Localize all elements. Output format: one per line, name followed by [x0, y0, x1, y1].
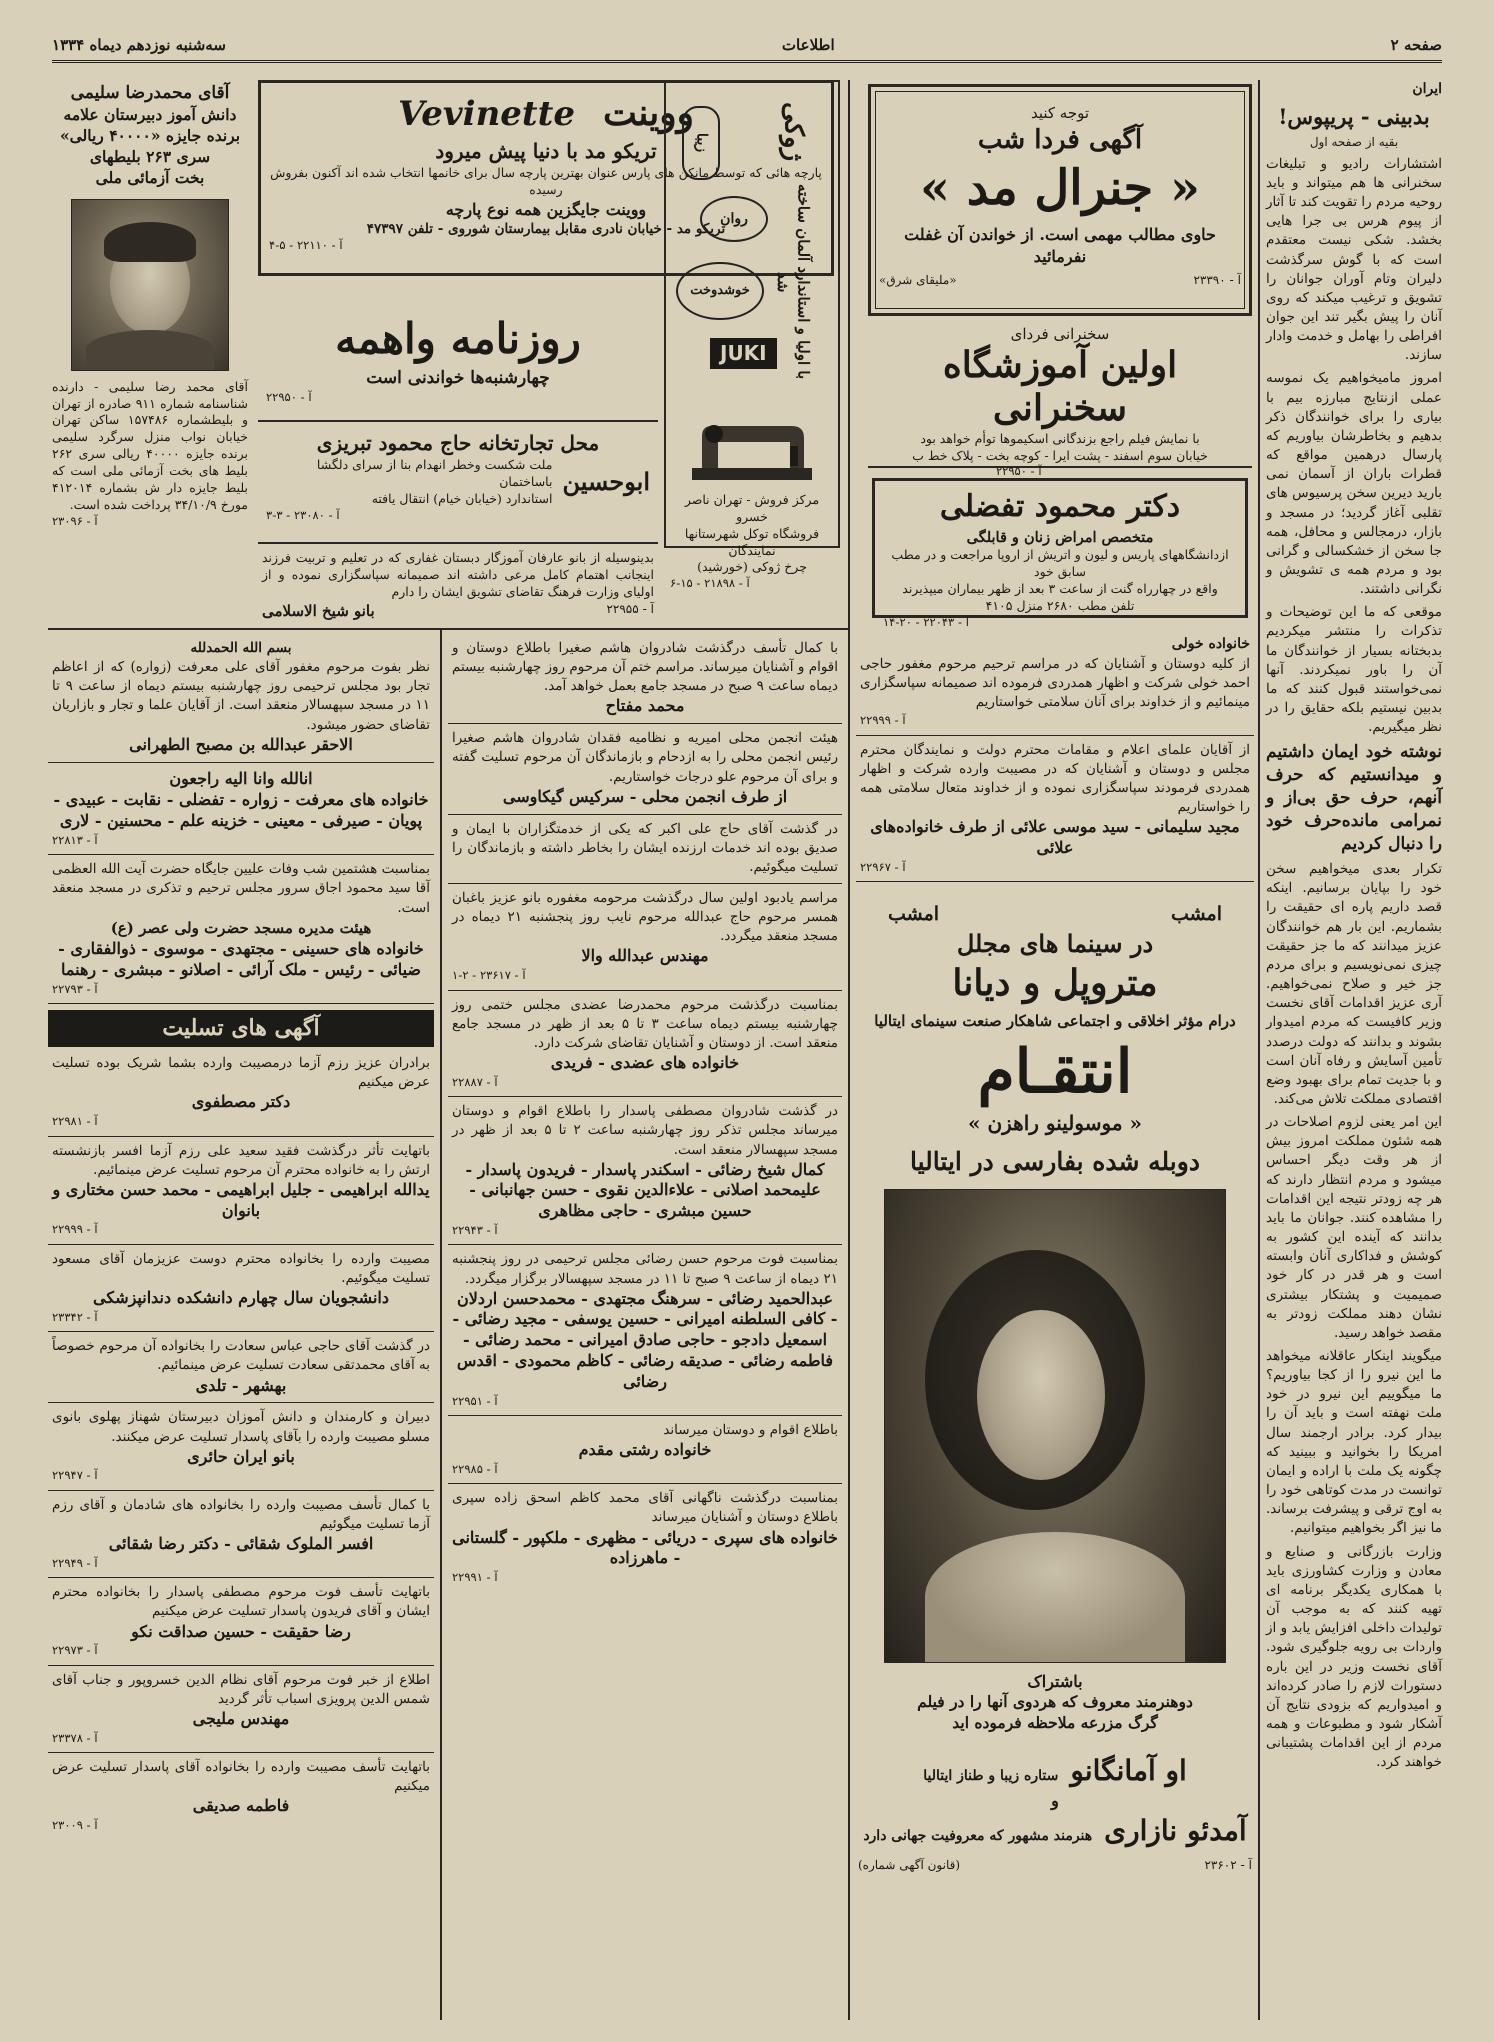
ad-ref: آ - ۲۳۰۸۰ - ۳-۳	[266, 507, 340, 522]
ad-description: حاوی مطالب مهمی است. از خواندن آن غفلت نفرمائید	[904, 225, 1216, 266]
condolence-names: دانشجویان سال چهارم دانشکده دندانپزشکی	[93, 1288, 389, 1308]
notice	[448, 991, 842, 1098]
juki-badge: زیبا	[682, 106, 720, 180]
notice-ref: آ - ۲۲۹۵۱	[452, 1393, 498, 1408]
vevinette-address: تریکو مد - خیابان نادری مقابل بیمارستان شوروی - تلفن ۴۷۳۹۷	[366, 221, 726, 238]
notice	[48, 634, 434, 763]
cinema-in: در سینما های مجلل	[956, 928, 1154, 958]
juki-line: فروشگاه توکل شهرستانها نمایندگان	[684, 525, 820, 558]
ad-general-mod-title: « جنرال مد »	[920, 160, 1200, 217]
tabrizi-name: ابوحسین	[562, 467, 650, 497]
column-divider	[848, 80, 850, 2020]
ad-school-title: اولین آموزشگاه سخنرانی	[942, 344, 1178, 430]
notice-head: بسم الله الحمدلله	[190, 640, 292, 656]
juki-tag: با اولیا و استاندارد آلمان ساخته شد	[774, 184, 813, 380]
and-label: و	[1051, 1791, 1059, 1811]
notice-text: باطلاع اقوام و دوستان میرساند	[663, 1422, 838, 1438]
article-paragraph: میگویند اینکار عاقلانه میخواهد ما این نیرو را از کجا بیاوریم؟ ما میگوییم این نیرو در خود ملت نهفته است و باید آن را بیدار کرد. برادر ارجمند سال امریکا را بخوانید و ببینید که چگونه یک ملت با اراده و ایمان توانست در مدت کوتاهی خود را به اوج ترقی و پیشرفت برساند. ما نیز اگر بخواهیم میتوانیم.	[1266, 1348, 1442, 1537]
notice-ref: آ - ۲۲۸۱۳	[52, 832, 98, 847]
notice-ref: آ - ۲۲۹۸۱	[52, 1114, 98, 1129]
condolence-text: دبیران و کارمندان و دانش آموزان دبیرستان شهناز پهلوی بانوی مسلو مصیبت وارده را بآقای پاسدار تسلیت عرض میکنند.	[52, 1409, 430, 1445]
notice	[48, 855, 434, 1004]
notice-text: در گذشت شادروان مصطفی پاسدار را باطلاع اقوام و دوستان میرساند مجلس تذکر روز چهارشنبه ساعت ۲ تا ۵ بعد از ظهر در مسجد سپهسالار منعقد است.	[452, 1103, 838, 1158]
notice-ref: آ - ۲۲۹۹۹	[860, 713, 906, 728]
horizontal-rule	[48, 628, 848, 630]
ad-doctor	[872, 478, 1248, 629]
notice	[856, 736, 1254, 883]
ad-line: با نمایش فیلم راجع بزندگانی اسکیموها توأم خواهد بود	[920, 430, 1200, 446]
notice-ref: آ - ۲۲۹۴۹	[52, 1555, 98, 1570]
ad-newspaper	[258, 306, 658, 422]
ad-top-line: سخنرانی فردای	[1010, 325, 1110, 343]
article-paragraph: امروز مامیخواهیم یک نموسه عملی ازنتایج مبارزه بیم با بیاری را برای خوانندگان ذکر بدهیم و بخاطرشان بیاوریم که پارسال درهمین مواقع که قطرات باران از آسمان نمی بارید دیرین سخن پرسیوس های تقلبی آغاز گردید؛ در مسجد و بازار، درمجالس و محافل، همه جا سخن از خشکسالی و گرانی بود و مردم همه ی تشویش و نگرانی داشتند.	[1266, 370, 1442, 598]
ad-tomorrow-line: آگهی فردا شب	[977, 125, 1143, 156]
notice-names: خانواده های معرفت - زواره - تفضلی - نقابت - عبیدی - پویان - صیرفی - معینی - خزینه علم - محسنین - لاری	[53, 790, 429, 831]
notice	[48, 763, 434, 856]
actress-photo	[884, 1189, 1226, 1663]
ad-ref: آ - ۲۳۳۹۰	[1193, 272, 1241, 287]
notice	[448, 724, 842, 814]
condolence	[48, 1137, 434, 1245]
notice-names: عبدالحمید رضائی - سرهنگ مجتهدی - محمدحسن اردلان - کافی السلطنه امیرانی - حسین یوسفی - مجید رضائی - اسمعیل دادجو - حاجی صادق امیرانی - محمد رضائی - فاطمه رضائی - صدیقه رضائی - کاظم محمودی - اقدس رضائی	[452, 1288, 838, 1391]
ad-ref: آ - ۲۳۰۹۶	[52, 513, 98, 528]
ad-ref: آ - ۲۲۱۱۰ - ۵-۴	[269, 238, 343, 253]
condolence	[48, 1578, 434, 1665]
condolence	[48, 1332, 434, 1403]
column-divider	[440, 630, 442, 2020]
article-paragraph: اشتشارات رادیو و تبلیغات سخنرانی ها هم میتواند و باید روحیه مردم را تقویت کند تا آثار از پیوم هرس بی جرا هایی بخشد. شکی نیست معتقدم است که با گوش سرگذشت دلیران وتام آوران جوانان را تشویق و ترغیب میکند که روی آنان را پیش بگیر تند این جوان افراطی را بهامل و خدمت وادار سازند.	[1266, 155, 1442, 364]
notice-text: از آقایان علمای اعلام و مقامات محترم دولت و نمایندگان محترم مجلس و دوستان و آشنایان که در مصیبت وارده شرکت و اظهار همدردی فرمودند سپاسگزاری نموده و از خداوند متعال سلامتی همه را خواستاریم	[860, 741, 1250, 816]
notice-text: بمناسبت درگذشت ناگهانی آقای محمد کاظم اسحق زاده سپری باطلاع دوستان و آشنایان میرساند	[452, 1490, 838, 1526]
thanks-sign: بانو شیخ الاسلامی	[262, 601, 375, 620]
condolence-text: مصیبت وارده را بخانواده محترم دوست عزیزمان آقای مسعود تسلیت میگوئیم.	[52, 1250, 430, 1286]
ad-ref: آ - ۲۱۸۹۸ - ۱۵-۶	[670, 576, 750, 591]
vevinette-slogan: تریکو مد با دنیا پیش میرود	[435, 138, 657, 163]
notice-ref: آ - ۲۲۷۹۳	[52, 981, 98, 996]
ad-ref: آ - ۲۳۶۰۲	[1204, 1858, 1252, 1873]
vevinette-en: Vevinette	[398, 94, 575, 134]
notice	[448, 884, 842, 991]
ad-lottery-winner	[48, 80, 252, 628]
ad-speech-school	[868, 318, 1252, 479]
notice-names: کمال شیخ رضائی - اسکندر پاسدار - فریدون پاسدار - علیمحمد اصلانی - علاءالدین نقوی - حسن جهانبانی - حسین مبشری - حاجی مظاهری	[465, 1159, 825, 1221]
condolence-text: در گذشت آقای حاجی عباس سعادت را بخانواده آن مرحوم خصوصاً به آقای محمدتقی سعادت تسلیت عرض مینمائیم.	[52, 1338, 430, 1374]
article-bold-paragraph: نوشته خود ایمان داشتیم و میدانستیم که حرف آنهم، حرف حق بی‌از و نمرامی مانده‌حرف خود را دنبال کردیم	[1266, 742, 1442, 855]
article-paragraph: تکرار بعدی میخواهیم سخن خود را بپایان برسانیم. اینکه قصد داریم پاره ای حقیقت را بشماریم. این بار هم خوانندگان عزیز میدانند که ما جز حقیقت چیزی نمی‌نویسیم و برای مردم جز خیر و صلاح نمی‌خواهیم. آری عزیز اقدامات آقای نخست وزیر کافیست که مردم امیدوار بشوند و بدانند که دولت درصدد تأمین آسایش و رفاه آنان است و با جدیت تمام برای بهبود وضع اقتصادی مملکت تلاش می‌کند.	[1266, 861, 1442, 1107]
notice-text: هیئت انجمن محلی امیریه و نظامیه فقدان شادروان هاشم صغیرا رئیس انجمن محلی را به ازدحام و بازماندگان آن مرحوم تسلیت گفته و برای آن مرحوم علو درجات خواستاریم.	[452, 730, 838, 785]
notice-ref: آ - ۲۳۰۰۹	[52, 1818, 98, 1833]
condolences-banner: آگهی های تسلیت	[48, 1010, 434, 1047]
notice-names: خانواده های عضدی - فریدی	[550, 1053, 740, 1073]
condolence	[48, 1049, 434, 1136]
ad-attention: توجه کنید	[1030, 104, 1090, 122]
notice-text: از کلیه دوستان و آشنایان که در مراسم ترحیم مرحوم مغفور حاجی احمد خولی شرکت و اظهار همدردی فرموده اند صمیمانه سپاسگزاری مینمائیم و از خداوند برای آنان سلامتی خواستاریم	[860, 655, 1250, 711]
paper-name: اطلاعات	[781, 36, 835, 54]
notice-ref: آ - ۲۲۹۴۷	[52, 1468, 98, 1483]
star-name: او آمانگانو	[1070, 1754, 1187, 1788]
tabrizi-line: استاندارد (خیابان خیام) انتقال یافته	[371, 490, 553, 506]
cinema-rating: (قانون آگهی شماره)	[858, 1858, 961, 1873]
doctor-name: دکتر محمود تفضلی	[939, 489, 1181, 524]
condolence-names: یدالله ابراهیمی - جلیل ابراهیمی - محمد حسن مختاری و بانوان	[52, 1179, 430, 1220]
star-desc: هنرمند مشهور که معروفیت جهانی دارد	[863, 1827, 1093, 1844]
notice	[448, 1245, 842, 1416]
winner-line: دانش آموز دبیرستان علامه	[63, 104, 237, 124]
doctor-line: ازدانشگاههای پاریس و لیون و اتریش از اروپا مراجعت و در مطب سابق خود	[891, 547, 1229, 579]
vevinette-sub: ووینت جایگزین همه نوع پارچه	[445, 199, 647, 219]
ad-ref: آ - ۲۲۹۵۵	[606, 601, 654, 616]
condolence-names: دکتر مصطفوی	[191, 1092, 291, 1112]
ad-school-thanks	[258, 546, 658, 630]
cinema-stars-intro: دوهنرمند معروف که هردوی آنها را در فیلم	[917, 1692, 1193, 1712]
cinema-names: متروپل و دیانا	[952, 962, 1158, 1005]
film-title: انتقـام	[977, 1037, 1133, 1108]
ad-ref: آ - ۲۲۹۵۰	[996, 464, 1042, 479]
tabrizi-title: محل تجارتخانه حاج محمود تبریزی	[316, 431, 600, 455]
notice-names: از طرف انجمن محلی - سرکیس گیکاوسی	[502, 786, 788, 806]
juki-line: چرخ ژوکی (خورشید)	[697, 559, 807, 575]
article-paragraph: موقعی که ما این توضیحات و تذکرات را منتشر میکردیم بدبختانه بسیار از خوانندگان ما آن را باور نمیکردند. آنها نمی‌خواستند قبول کنند که ما بدبین نیستیم بلکه حقایق را در نظر میگیریم.	[1266, 604, 1442, 736]
notice-text: بمناسبت فوت مرحوم حسن رضائی مجلس ترحیمی در روز پنجشنبه ۲۱ دیماه از ساعت ۹ صبح تا ۱۱ در مسجد سپهسالار برگزار میگردد.	[452, 1251, 838, 1287]
condolence-names: مهندس ملیجی	[192, 1708, 290, 1728]
notice-ref: آ - ۲۲۹۹۱	[452, 1570, 498, 1585]
cinema-stars-intro: گرگ مزرعه ملاحظه فرموده اید	[952, 1713, 1158, 1733]
news-column	[1266, 80, 1442, 2030]
ad-ref: آ - ۲۲۹۵۰	[266, 389, 312, 404]
ad-ref: آ - ۲۲۰۴۳ - ۲۰-۱۴	[883, 614, 969, 629]
notice	[448, 1484, 842, 1591]
condolence-names: افسر الملوک شقائی - دکتر رضا شقائی	[108, 1534, 374, 1554]
ad-address: خیابان سوم اسفند - پشت ایرا - کوچه بخت - پلاک خط ب	[912, 447, 1208, 463]
juki-fa: ژوکی	[778, 102, 809, 162]
tonight-label: امشب	[888, 903, 940, 925]
notice-text: بمناسبت درگذشت مرحوم محمدرضا عضدی مجلس ختمی روز چهارشنبه بیستم دیماه ساعت ۳ تا ۵ بعد از ظهر در مسجد جامع منعقد است. از دوستان و آشنایان تقاضای شرکت دارد.	[452, 996, 838, 1051]
condolence	[48, 1491, 434, 1578]
condolence-names: بهشهر - تلدی	[195, 1375, 287, 1395]
condolence	[48, 1666, 434, 1753]
notice-text: بمناسبت هشتمین شب وفات علیین جایگاه حضرت آیت الله العظمی آقا سید محمود اجاق سرور مجلس ترحیم و تذکری در مسجد منعقد است.	[52, 861, 430, 916]
notices-left-column	[48, 634, 434, 2024]
condolence	[48, 1245, 434, 1332]
notice-names: خانواده رشتی مقدم	[578, 1440, 712, 1460]
condolence-text: اطلاع از خبر فوت مرحوم آقای نظام الدین خسروپور و جناب آقای شمس الدین پرویزی اسباب تأثر گردید	[52, 1671, 430, 1707]
ad-juki	[664, 80, 840, 591]
notice-ref: آ - ۲۳۳۷۸	[52, 1730, 98, 1745]
doctor-phone: تلفن مطب ۲۶۸۰ منزل ۴۱۰۵	[985, 597, 1135, 613]
ad-cinema	[856, 900, 1254, 2028]
article-title: بدبینی - پریپوس!	[1278, 103, 1430, 129]
condolence	[48, 1753, 434, 1839]
notice-ref: آ - ۲۲۹۴۳	[452, 1223, 498, 1238]
winner-caption: آقای محمد رضا سلیمی - دارنده شناسنامه شماره ۹۱۱ صادره از تهران و بلیطشماره ۱۵۷۴۸۶ ساکن تهران خیابان نواب منزل سرگرد سلیمی برنده جایزه ۴۰۰۰۰ ریالی سری ۲۶۲ بلیط های بخت آزمائی ملی است که بلیط جایزه دار ش بشماره ۴۱۲۰۱۴ مورخ ۳۴/۱۰/۹ پرداخت شده است.	[52, 378, 249, 512]
notice	[448, 634, 842, 724]
condolence-text: باتهایت تأسف فوت مرحوم مصطفی پاسدار را بخانواده محترم ایشان و آقای فریدون پاسدار تسلیت عرض میکنیم	[52, 1584, 430, 1620]
vevinette-desc: پارچه هائی که توسط مانکن های پارس عنوان بهترین پارچه سال برای خانمها انتخاب شده اند آکنون بفروش رسیده	[270, 164, 822, 197]
notice-names: محمد مفتاح	[605, 696, 685, 716]
notice-ref: آ - ۲۲۹۸۵	[452, 1461, 498, 1476]
notice-ref: آ - ۲۲۹۶۷	[860, 859, 906, 874]
winner-title: آقای محمدرضا سلیمی	[70, 83, 230, 103]
page-header	[52, 30, 1442, 63]
film-dubbing: دوبله شده بفارسی در ایتالیا	[910, 1147, 1200, 1177]
section-label: ایران	[1412, 81, 1442, 97]
condolence	[48, 1403, 434, 1490]
notice-names: الاحقر عبدالله بن مصبح الطهرانی	[129, 734, 353, 754]
page-number: صفحه ۲	[1390, 36, 1442, 54]
article-continuation: بقیه از صفحه اول	[1309, 134, 1399, 149]
notice-names: خانواده های حسینی - مجتهدی - موسوی - ذوالفقاری - ضیائی - رئیس - ملک آرائی - اصلانو - مبشری - رهنما	[58, 938, 424, 979]
notice-text: در گذشت آقای حاج علی اکبر که یکی از خدمتگزاران با ایمان و صدیق بوده اند خدمات ارزنده ایشان را بخاطر داشته و بازماندگان را تسلیت میگوئیم.	[452, 820, 838, 875]
notice	[448, 1416, 842, 1484]
column-divider	[1258, 80, 1260, 2020]
thanks-text: بدینوسیله از بانو عارفان آموزگار دبستان غفاری که در تعلیم و تربیت فرزند اینجانب اهتمام کامل مرعی داشته اند صمیمانه سپاسگزاری نموده و از اولیای وزارت فرهنگ تقاضای تشویق ایشان را دارم	[262, 550, 654, 599]
issue-date: سه‌شنبه نوزدهم دیماه ۱۳۳۴	[52, 36, 226, 54]
notice-head: انالله وانا الیه راجعون	[169, 768, 313, 788]
article-paragraph: وزارت بازرگانی و صنایع و معادن و وزارت کشاورزی باید با همکاری یکدیگر برنامه ای تهیه کنند که به موجب آن تولیدات داخلی افزایش یابد و از واردات بی رویه جلوگیری شود. آقای نخست وزیر در این باره دستورات لازم را صادر کرده‌اند و امیدواریم که بزودی نتایج آن آشکار شود و مطبوعات و همه مردم از این اقدامات پشتیبانی خواهند کرد.	[1266, 1543, 1442, 1771]
notice-ref: آ - ۲۲۹۹۹	[52, 1222, 98, 1237]
film-subtitle: « موسولینو راهزن »	[967, 1111, 1142, 1136]
condolence-names: فاطمه صدیقی	[192, 1796, 290, 1816]
notice-text: مراسم یادبود اولین سال درگذشت مرحومه مغفوره بانو عزیز باغبان همسر مرحوم حاج عبدالله مرحوم نایب روز پنجشنبه ۲۱ دیماه در مسجد منعقد میگردد.	[452, 890, 839, 945]
notice-names: مهندس عبدالله والا	[581, 946, 709, 966]
star-name: آمدئو نازاری	[1104, 1813, 1247, 1847]
winner-line: بخت آزمائی ملی	[95, 167, 205, 187]
cinema-with: باشتراک	[1027, 1671, 1083, 1691]
notice-head: هیئت مدیره مسجد حضرت ولی عصر (ع)	[110, 918, 372, 937]
notices-right-column	[856, 630, 1254, 890]
doctor-line: واقع در چهارراه گنت از ساعت ۳ بعد از ظهر بیماران میپذیرند	[902, 580, 1218, 596]
notice-names: خانواده های سپری - دریائی - مظهری - ملکپور - گلستانی - ماهرزاده	[452, 1527, 838, 1568]
notice-head: خانواده خولی	[1171, 636, 1250, 652]
newspaper-sub: چهارشنبه‌ها خواندنی است	[366, 367, 550, 388]
film-genre: درام مؤثر اخلاقی و اجتماعی شاهکار صنعت سینمای ایتالیا	[874, 1011, 1236, 1030]
notice	[448, 815, 842, 884]
winner-line: سری ۲۶۳ بلیطهای	[89, 146, 211, 166]
vevinette-fa: ووینت	[602, 92, 694, 134]
juki-logo: JUKI	[710, 338, 777, 369]
condolence-text: باتهایت تأسف مصیبت وارده را بخانواده آقای پاسدار تسلیت عرض میکنیم	[52, 1759, 430, 1795]
notice-names: مجید سلیمانی - سید موسی علائی از طرف خانواده‌های علائی	[870, 817, 1240, 858]
tonight-label: امشب	[1170, 903, 1222, 925]
juki-badge: روان	[700, 196, 768, 242]
notice-text: با کمال تأسف درگذشت شادروان هاشم صغیرا باطلاع دوستان و اقوام و آشنایان میرساند. مراسم ختم آن مرحوم روز چهارشنبه بیستم دیماه ساعت ۹ صبح در مسجد جامع بعمل خواهد آمد.	[452, 640, 838, 695]
condolence-text: با کمال تأسف مصیبت وارده را بخانواده های شادمان و آقای رزم آزما تسلیت میگوئیم	[52, 1496, 430, 1532]
star-desc: ستاره زیبا و طناز ایتالیا	[923, 1768, 1059, 1785]
tabrizi-line: ملت شکست وخطر انهدام بنا از سرای دلگشا باساختمان	[316, 457, 553, 489]
juki-badge: خوشدوخت	[676, 262, 764, 320]
doctor-specialty: متخصص امراض زنان و قابلگی	[966, 528, 1154, 546]
winner-photo	[71, 199, 229, 371]
notice-ref: آ - ۲۲۸۸۷	[452, 1074, 498, 1089]
notice	[448, 1097, 842, 1245]
notice-ref: آ - ۲۳۳۴۲	[52, 1309, 98, 1324]
article-paragraph: این امر یعنی لزوم اصلاحات در همه شئون مملکت امروز بیش از هر وقت دیگر احساس میشود و مردم انتظار دارند که هر چه زودتر نتیجه این اقدامات را مشاهده کنند. جوانان ما باید بدانند که آینده این کشور به کوشش و فداکاری آنان وابسته است و هر قدر در کار خود صمیمیت و پشتکار بیشتری نشان دهند مملکت زودتر به مقصد خواهد رسید.	[1266, 1114, 1442, 1341]
condolence-names: رضا حقیقت - حسین صداقت نکو	[131, 1621, 351, 1641]
condolence-text: باتهایت تأثر درگذشت فقید سعید علی رزم آزما افسر بازنشسته ارتش را به خانواده محترم آن مرحوم تسلیت عرض مینمائیم.	[52, 1142, 430, 1178]
newspaper-title: روزنامه واهمه	[335, 314, 581, 363]
condolence-names: بانو ایران حائری	[187, 1446, 295, 1466]
ad-general-mod	[868, 84, 1252, 316]
ad-tabrizi	[258, 424, 658, 544]
notice	[856, 630, 1254, 736]
notice-ref: آ - ۲۳۶۱۷ - ۲-۱	[452, 968, 526, 983]
ad-note: «ملیقای شرق»	[879, 272, 957, 287]
notice-text: نظر بفوت مرحوم مغفور آقای علی معرفت (زواره) که از اعاظم تجار بود مجلس ترحیمی روز چهارشنبه بیستم دیماه از ساعت ۹ تا ۱۱ در مسجد سپهسالار منعقد است. از آقایان علما و تجار و بازاریان تقاضای حضور میشود.	[52, 659, 430, 733]
juki-line: مرکز فروش - تهران ناصر خسرو	[684, 491, 820, 524]
notices-middle-column	[448, 634, 842, 2024]
notice-ref: آ - ۲۲۹۷۳	[52, 1643, 98, 1658]
condolence-text: برادران عزیز رزم آزما درمصیبت وارده بشما شریک بوده تسلیت عرض میکنیم	[52, 1055, 430, 1091]
winner-line: برنده جایزه «۴۰۰۰۰ ریالی»	[59, 125, 241, 145]
sewing-machine-icon	[672, 416, 832, 486]
